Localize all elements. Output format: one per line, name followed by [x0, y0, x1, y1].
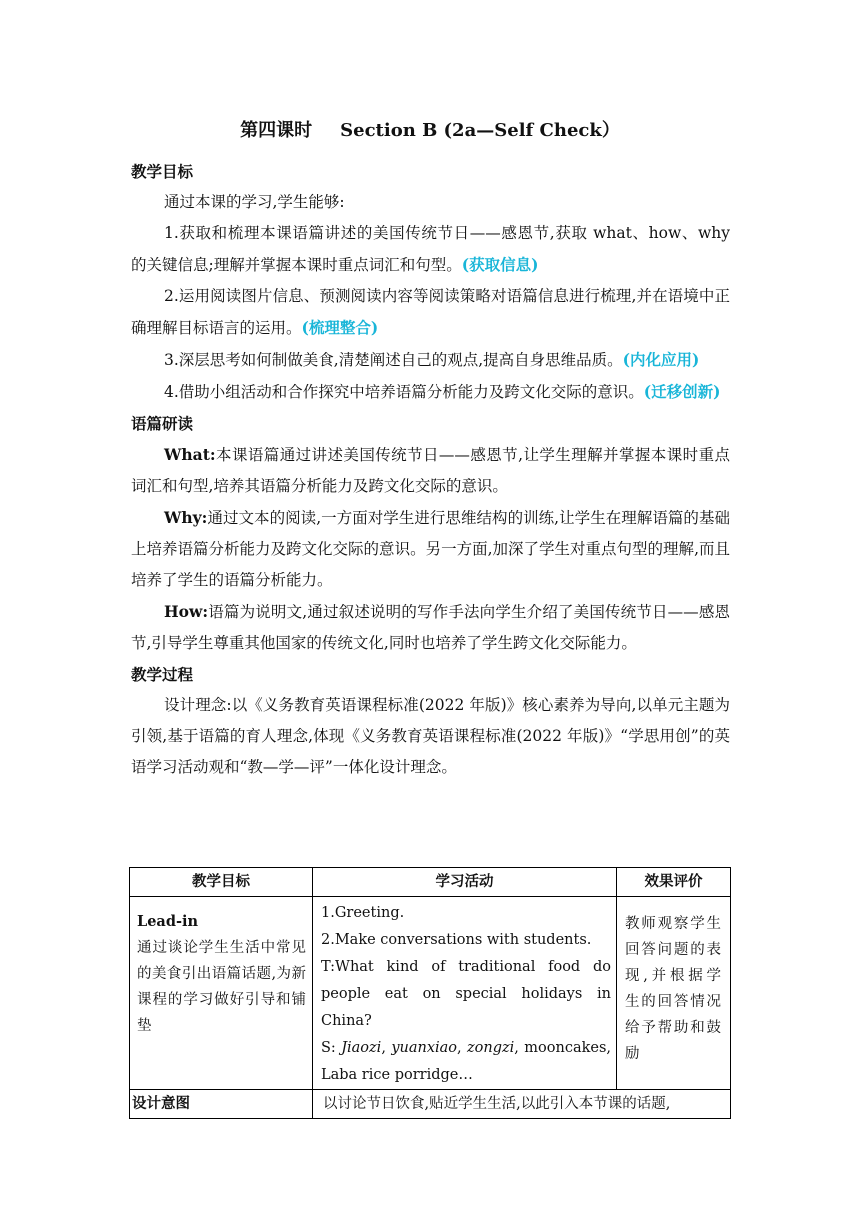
- goal-item-3: [131, 344, 730, 376]
- goal-item-4: [131, 376, 730, 408]
- leadin-title: Lead-in: [137, 913, 199, 930]
- goal-item-2-tag: (梳理整合): [301, 318, 379, 337]
- activity-conversation: 2.Make conversations with students.: [321, 932, 592, 948]
- activity-student-answer: [321, 1035, 611, 1089]
- process-heading: 教学过程: [131, 665, 194, 684]
- lesson-table: [129, 867, 731, 1119]
- goals-heading: 教学目标: [131, 162, 194, 181]
- why-text: 通过文本的阅读,一方面对学生进行思维结构的训练,让学生在理解语篇的基础上培养语篇分析能力及跨文化交际的意识。另一方面,加深了学生对重点句型的理解,而且培养了学生的语篇分析能力。: [131, 509, 730, 589]
- activity-cell: [313, 897, 617, 1090]
- leadin-cell: [130, 897, 313, 1090]
- header-goal: 教学目标: [130, 868, 313, 897]
- answer-sep-1: ,: [381, 1040, 392, 1056]
- leadin-text: 通过谈论学生生活中常见的美食引出语篇话题,为新课程的学习做好引导和铺垫: [137, 940, 306, 1034]
- what-label: What:: [164, 445, 216, 464]
- main-content: [131, 156, 730, 783]
- answer-jiaozi: Jiaozi: [341, 1040, 382, 1056]
- answer-rest: , mooncakes, Laba rice porridge…: [321, 1040, 612, 1083]
- goal-item-2: [131, 281, 730, 344]
- lesson-title-part2: Section B (2a—Self Check）: [340, 120, 620, 141]
- answer-sep-2: ,: [457, 1040, 468, 1056]
- goal-item-1-tag: (获取信息): [461, 255, 539, 274]
- what-text: 本课语篇通过讲述美国传统节日——感恩节,让学生理解并掌握本课时重点词汇和句型,培养其语篇分析能力及跨文化交际的意识。: [131, 446, 730, 495]
- analysis-why: [131, 502, 730, 596]
- goal-item-4-tag: (迁移创新): [643, 382, 721, 401]
- table-row: [130, 897, 731, 1090]
- how-label: How:: [164, 602, 209, 621]
- design-concept: 设计理念:以《义务教育英语课程标准(2022 年版)》核心素养为导向,以单元主题为引领,基于语篇的育人理念,体现《义务教育英语课程标准(2022 年版)》“学思用创”的英语学习活动观和“教—学—评”一体化设计理念。: [131, 696, 730, 776]
- design-text: 以讨论节日饮食,贴近学生生活,以此引入本节课的话题,: [313, 1090, 731, 1119]
- goal-item-3-tag: (内化应用): [622, 350, 700, 369]
- answer-prefix: S:: [321, 1040, 342, 1056]
- header-evaluation: 效果评价: [617, 868, 731, 897]
- goal-item-3-text: 3.深层思考如何制做美食,清楚阐述自己的观点,提高自身思维品质。: [164, 351, 623, 369]
- design-label: 设计意图: [130, 1090, 313, 1119]
- evaluation-cell: 教师观察学生回答问题的表现,并根据学生的回答情况给予帮助和鼓励: [617, 897, 731, 1090]
- analysis-heading: 语篇研读: [131, 414, 194, 433]
- table-header-row: [130, 868, 731, 897]
- activity-teacher-question: T:What kind of traditional food do people eat on special holidays in China?: [321, 959, 611, 1029]
- lesson-title-part1: 第四课时: [240, 120, 313, 141]
- answer-zongzi: zongzi: [467, 1040, 515, 1056]
- why-label: Why:: [164, 508, 208, 527]
- goal-item-1: [131, 218, 730, 281]
- goal-item-2-text: 2.运用阅读图片信息、预测阅读内容等阅读策略对语篇信息进行梳理,并在语境中正确理解目标语言的运用。: [131, 287, 730, 337]
- analysis-how: [131, 596, 730, 659]
- goal-item-4-text: 4.借助小组活动和合作探究中培养语篇分析能力及跨文化交际的意识。: [164, 383, 644, 401]
- how-text: 语篇为说明文,通过叙述说明的写作手法向学生介绍了美国传统节日——感恩节,引导学生尊重其他国家的传统文化,同时也培养了学生跨文化交际能力。: [131, 603, 730, 652]
- lesson-title: [0, 116, 860, 142]
- table-row: [130, 1090, 731, 1119]
- analysis-what: [131, 439, 730, 502]
- header-activity: 学习活动: [313, 868, 617, 897]
- goals-intro: 通过本课的学习,学生能够:: [164, 193, 345, 211]
- activity-greeting: 1.Greeting.: [321, 905, 405, 921]
- answer-yuanxiao: yuanxiao: [391, 1040, 458, 1056]
- goal-item-1-text: 1.获取和梳理本课语篇讲述的美国传统节日——感恩节,获取 what、how、why 的关键信息;理解并掌握本课时重点词汇和句型。: [131, 224, 730, 274]
